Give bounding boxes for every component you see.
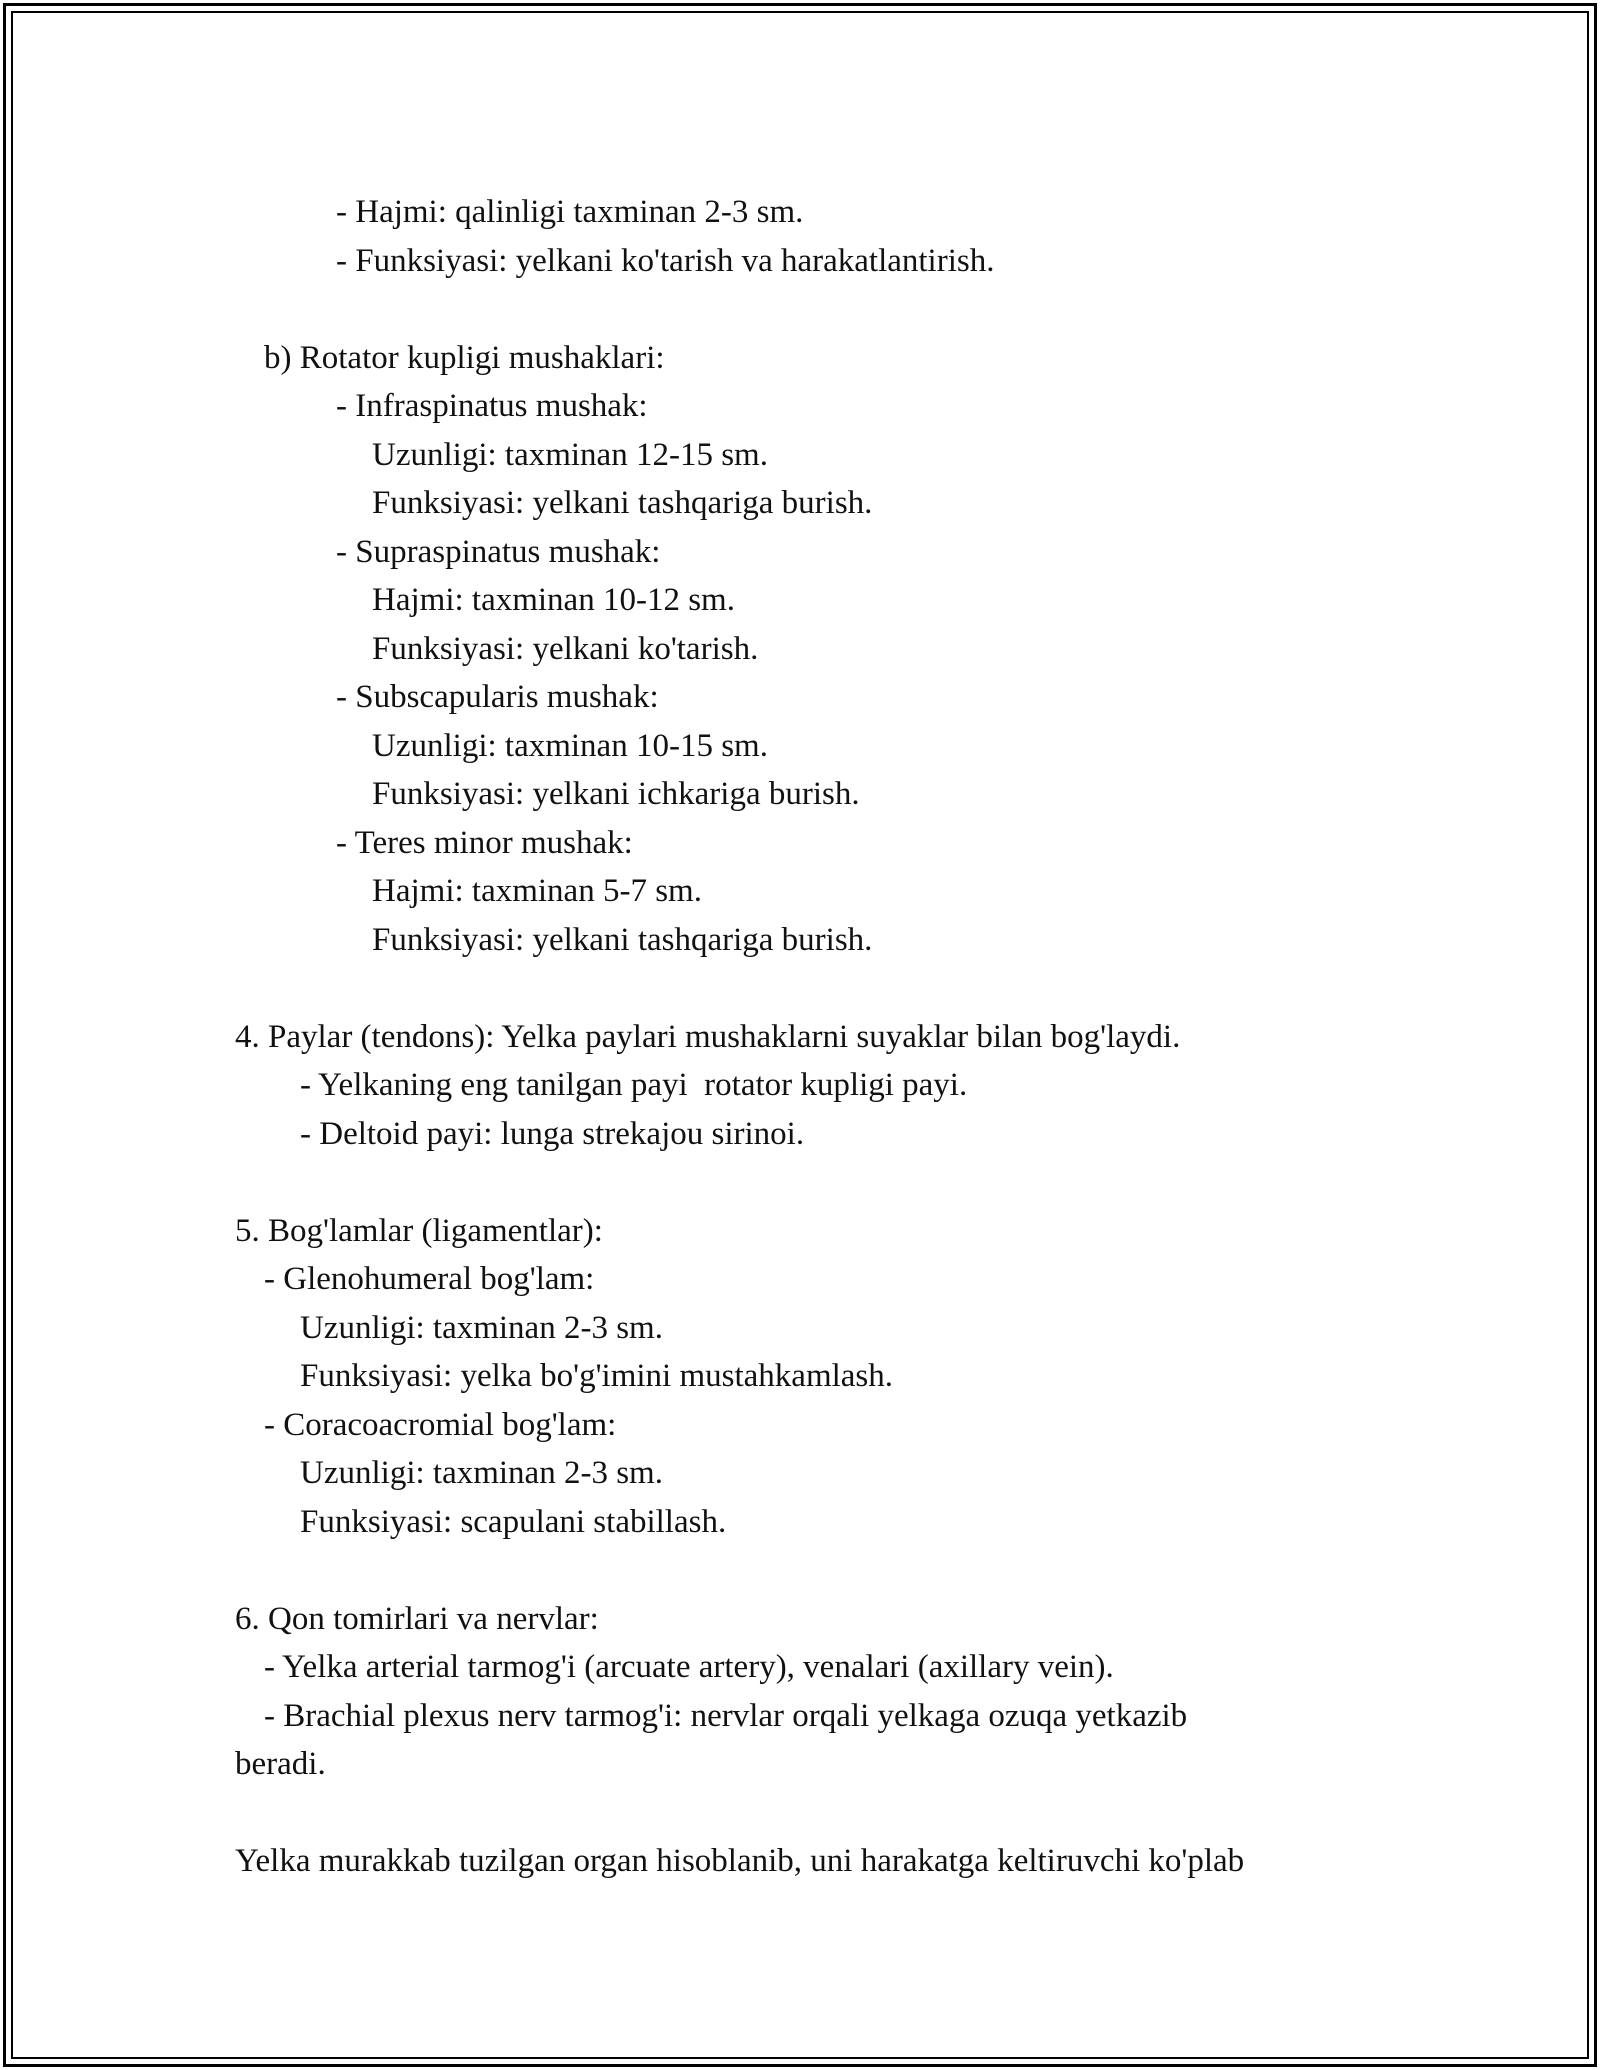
text-line-content: Uzunligi: taxminan 12-15 sm. <box>372 436 768 473</box>
text-line-content: Funksiyasi: yelkani tashqariga burish. <box>372 485 873 521</box>
blank-line <box>235 964 1395 1013</box>
text-line: - Hajmi: qalinligi taxminan 2-3 sm. <box>336 194 804 230</box>
text-line: beradi. <box>235 1746 326 1782</box>
text-line <box>235 431 1395 480</box>
text-line: - Yelka arterial tarmog'i (arcuate artery), venalari (axillary vein). <box>264 1649 1114 1685</box>
section-heading: 4. Paylar (tendons): Yelka paylari mushaklarni suyaklar bilan bog'laydi. <box>235 1018 1181 1055</box>
text-line <box>235 479 1395 528</box>
blank-line <box>235 285 1395 334</box>
text-line <box>235 867 1395 916</box>
text-line: - Funksiyasi: yelkani ko'tarish va harakatlantirish. <box>336 242 995 279</box>
text-line: - Glenohumeral bog'lam: <box>264 1261 595 1297</box>
section-heading: b) Rotator kupligi mushaklari: <box>264 339 665 376</box>
text-line: - Teres minor mushak: <box>336 824 633 861</box>
text-line: - Supraspinatus mushak: <box>336 533 661 570</box>
document-body <box>235 188 1395 1886</box>
paragraph-line: Yelka murakkab tuzilgan organ hisoblanib, uni harakatga keltiruvchi ko'plab <box>235 1843 1245 1879</box>
text-line: - Yelkaning eng tanilgan payi rotator kupligi payi. <box>300 1067 968 1103</box>
section-heading: 5. Bog'lamlar (ligamentlar): <box>235 1212 603 1249</box>
text-line-content: Hajmi: taxminan 5-7 sm. <box>372 873 702 909</box>
text-line <box>235 625 1395 674</box>
text-line: Funksiyasi: yelka bo'g'imini mustahkamlash. <box>300 1358 894 1394</box>
text-line: - Subscapularis mushak: <box>336 679 659 715</box>
text-line-content: Uzunligi: taxminan 10-15 sm. <box>372 727 768 764</box>
text-line-content: Hajmi: taxminan 10-12 sm. <box>372 582 735 618</box>
text-line <box>235 916 1395 965</box>
blank-line <box>235 1546 1395 1595</box>
text-line <box>235 770 1395 819</box>
blank-line <box>235 1158 1395 1207</box>
text-line: Uzunligi: taxminan 2-3 sm. <box>300 1309 663 1346</box>
text-line: - Infraspinatus mushak: <box>336 388 648 424</box>
text-line: - Brachial plexus nerv tarmog'i: nervlar orqali yelkaga ozuqa yetkazib <box>264 1697 1188 1734</box>
text-line-content: Funksiyasi: yelkani ichkariga burish. <box>372 776 860 812</box>
text-line: Funksiyasi: scapulani stabillash. <box>300 1503 727 1540</box>
text-line <box>235 722 1395 771</box>
text-line-content: Funksiyasi: yelkani tashqariga burish. <box>372 921 873 958</box>
text-line: - Deltoid payi: lunga strekajou sirinoi. <box>300 1115 805 1152</box>
blank-line <box>235 1789 1395 1838</box>
section-heading: 6. Qon tomirlari va nervlar: <box>235 1600 599 1637</box>
text-line: Uzunligi: taxminan 2-3 sm. <box>300 1455 663 1491</box>
text-line-content: Funksiyasi: yelkani ko'tarish. <box>372 630 759 667</box>
text-line: - Coracoacromial bog'lam: <box>264 1406 617 1443</box>
text-line <box>235 576 1395 625</box>
